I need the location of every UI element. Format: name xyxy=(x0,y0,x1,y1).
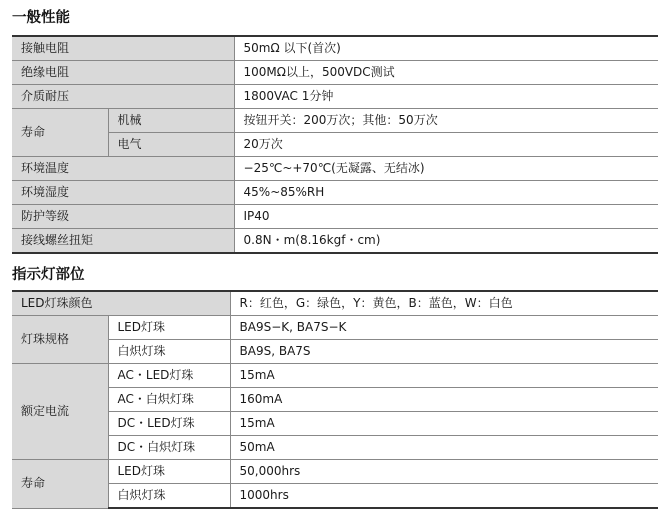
row-sublabel: AC・白炽灯珠 xyxy=(108,388,230,412)
row-value: BA9S−K, BA7S−K xyxy=(230,316,658,340)
row-label: 额定电流 xyxy=(12,364,108,460)
table-row xyxy=(12,157,658,181)
table-row xyxy=(12,85,658,109)
row-value: 1800VAC 1分钟 xyxy=(234,85,658,109)
row-label: LED灯珠颜色 xyxy=(12,291,230,316)
table-row xyxy=(12,460,658,484)
row-label: 寿命 xyxy=(12,460,108,509)
row-sublabel: 机械 xyxy=(108,109,234,133)
row-sublabel: 白炽灯珠 xyxy=(108,340,230,364)
table-row xyxy=(12,109,658,133)
row-value: 1000hrs xyxy=(230,484,658,509)
row-label: 介质耐压 xyxy=(12,85,234,109)
row-sublabel: 电气 xyxy=(108,133,234,157)
row-value: 按钮开关：200万次；其他：50万次 xyxy=(234,109,658,133)
row-sublabel: DC・白炽灯珠 xyxy=(108,436,230,460)
row-sublabel: 白炽灯珠 xyxy=(108,484,230,509)
row-value: 50mΩ 以下(首次) xyxy=(234,36,658,61)
table-row xyxy=(12,61,658,85)
table-row xyxy=(12,484,658,509)
row-label: 灯珠规格 xyxy=(12,316,108,364)
row-sublabel: DC・LED灯珠 xyxy=(108,412,230,436)
row-label: 绝缘电阻 xyxy=(12,61,234,85)
row-label: 寿命 xyxy=(12,109,108,157)
row-label: 接线螺丝扭矩 xyxy=(12,229,234,254)
row-sublabel: LED灯珠 xyxy=(108,316,230,340)
row-value: R：红色，G：绿色，Y：黄色，B：蓝色，W：白色 xyxy=(230,291,658,316)
row-label: 环境温度 xyxy=(12,157,234,181)
row-value: 50,000hrs xyxy=(230,460,658,484)
row-value: 15mA xyxy=(230,412,658,436)
row-value: 0.8N・m(8.16kgf・cm) xyxy=(234,229,658,254)
row-value: 15mA xyxy=(230,364,658,388)
table-row xyxy=(12,412,658,436)
row-value: IP40 xyxy=(234,205,658,229)
indicator-table xyxy=(12,290,658,509)
table-row xyxy=(12,36,658,61)
row-value: 50mA xyxy=(230,436,658,460)
table-row xyxy=(12,229,658,254)
row-value: 20万次 xyxy=(234,133,658,157)
row-sublabel: AC・LED灯珠 xyxy=(108,364,230,388)
row-value: −25℃~+70℃(无凝露、无结冰) xyxy=(234,157,658,181)
row-sublabel: LED灯珠 xyxy=(108,460,230,484)
table-row xyxy=(12,340,658,364)
row-value: 100MΩ以上，500VDC测试 xyxy=(234,61,658,85)
general-performance-title: 一般性能 xyxy=(12,10,70,26)
indicator-section-title: 指示灯部位 xyxy=(12,267,85,283)
table-row xyxy=(12,133,658,157)
row-value: BA9S, BA7S xyxy=(230,340,658,364)
row-value: 160mA xyxy=(230,388,658,412)
row-value: 45%~85%RH xyxy=(234,181,658,205)
table-row xyxy=(12,291,658,316)
table-row xyxy=(12,388,658,412)
table-row xyxy=(12,316,658,340)
table-row xyxy=(12,364,658,388)
table-row xyxy=(12,205,658,229)
table-row xyxy=(12,436,658,460)
row-label: 防护等级 xyxy=(12,205,234,229)
general-performance-table xyxy=(12,35,658,254)
row-label: 环境湿度 xyxy=(12,181,234,205)
table-row xyxy=(12,181,658,205)
row-label: 接触电阻 xyxy=(12,36,234,61)
